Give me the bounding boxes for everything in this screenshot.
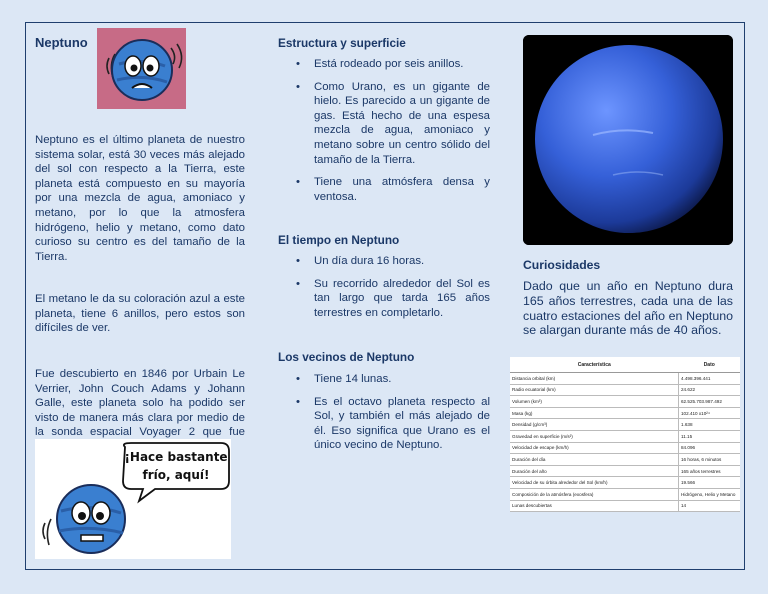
page-title: Neptuno: [35, 35, 88, 50]
bubble-line-1: ¡Hace bastante: [124, 450, 228, 464]
structure-list: [278, 57, 490, 212]
data-table: [510, 357, 740, 512]
list-item: • Su recorrido alrededor del Sol es tan largo que tarda 165 años terrestres en completarlo.: [278, 277, 490, 321]
table-cell-value: 1.638: [679, 419, 741, 431]
weather-list: [278, 254, 490, 328]
table-header: Característica: [510, 357, 679, 373]
list-item: • Tiene 14 lunas.: [278, 372, 490, 387]
table-cell-key: Composición de la atmósfera (exosfera): [510, 488, 679, 500]
table-cell-value: 16 horas, 6 minutos: [679, 454, 741, 466]
table-cell-key: Duración del año: [510, 465, 679, 477]
table-row: [510, 396, 740, 408]
table-cell-value: 165 años terrestres: [679, 465, 741, 477]
table-cell-value: 24.622: [679, 384, 741, 396]
table-row: [510, 373, 740, 385]
table-row: [510, 465, 740, 477]
table-row: [510, 419, 740, 431]
curiosities-text: Dado que un año en Neptuno dura 165 años terrestres, cada una de las cuatro estaciones del año en Neptuno se alargan durante más de 40 años.: [523, 279, 733, 338]
neighbors-list: [278, 372, 490, 461]
color-paragraph: El metano le da su coloración azul a este planeta, tiene 6 anillos, pero estos son difíciles de ver.: [35, 293, 245, 335]
list-item: • Como Urano, es un gigante de hielo. Es parecido a un gigante de gas. Está hecho de una espesa mezcla de agua, amoniaco y metano sobre un centro sólido del tamaño de la Tierra.: [278, 80, 490, 168]
table-cell-key: Masa (kg): [510, 407, 679, 419]
table-cell-key: Volumen (km³): [510, 396, 679, 408]
list-item: • Es el octavo planeta respecto al Sol, y también el más alejado de él. Eso significa que Urano es el único vecino de Neptuno.: [278, 395, 490, 453]
table-cell-value: 62.525.703.987.492: [679, 396, 741, 408]
cold-neptune-illustration: [35, 439, 231, 559]
table-cell-value: 11.15: [679, 430, 741, 442]
table-cell-key: Gravedad en superficie (m/s²): [510, 430, 679, 442]
table-row: [510, 384, 740, 396]
table-cell-value: 102.410 x10²⁴: [679, 407, 741, 419]
table-row: [510, 454, 740, 466]
table-cell-value: 84.096: [679, 442, 741, 454]
table-row: [510, 442, 740, 454]
list-item: • Está rodeado por seis anillos.: [278, 57, 490, 72]
table-cell-key: Densidad (g/cm³): [510, 419, 679, 431]
bubble-line-2: frío, aquí!: [142, 468, 210, 482]
table-cell-key: Distancia orbital (km): [510, 373, 679, 385]
table-header-row: [510, 357, 740, 373]
curiosities-title: Curiosidades: [523, 258, 601, 272]
table-cell-value: 4.498.396.441: [679, 373, 741, 385]
section-neighbors-title: Los vecinos de Neptuno: [278, 350, 415, 364]
table-row: [510, 407, 740, 419]
intro-paragraph: Neptuno es el último planeta de nuestro sistema solar, está 30 veces más alejado del sol con respecto a la Tierra, este planeta está compuesto en su mayoría por una mezcla de agua, amoniaco y metano, por lo que la atmosfera hidrógeno, helio y metano, como dato curioso su centro es del tamaño de la Tierra.: [35, 134, 245, 263]
table-cell-value: Hidrógeno, Helio y Metano: [679, 488, 741, 500]
neptune-face-illustration: [97, 28, 186, 109]
table-cell-value: 14: [679, 500, 741, 512]
table-cell-key: Lunas descubiertas: [510, 500, 679, 512]
table-cell-key: Velocidad de su órbita alrededor del Sol (km/h): [510, 477, 679, 489]
table-row: [510, 477, 740, 489]
section-structure-title: Estructura y superficie: [278, 36, 406, 50]
table-cell-key: Radio ecuatorial (km): [510, 384, 679, 396]
table-cell-key: Velocidad de escape (km/h): [510, 442, 679, 454]
table-row: [510, 500, 740, 512]
table-header: Dato: [679, 357, 741, 373]
list-item: • Tiene una atmósfera densa y ventosa.: [278, 175, 490, 204]
table-row: [510, 430, 740, 442]
table-cell-key: Duración del día: [510, 454, 679, 466]
table-row: [510, 488, 740, 500]
neptune-photo: [523, 35, 733, 245]
table-cell-value: 19.566: [679, 477, 741, 489]
section-weather-title: El tiempo en Neptuno: [278, 233, 400, 247]
discovery-paragraph: Fue descubierto en 1846 por Urbain Le Verrier, John Couch Adams y Johann Galle, este planeta solo ha podido ser visto de manera más clara por medio de la sonda espacial Voyager 2 que fue: [35, 368, 245, 439]
list-item: • Un día dura 16 horas.: [278, 254, 490, 269]
